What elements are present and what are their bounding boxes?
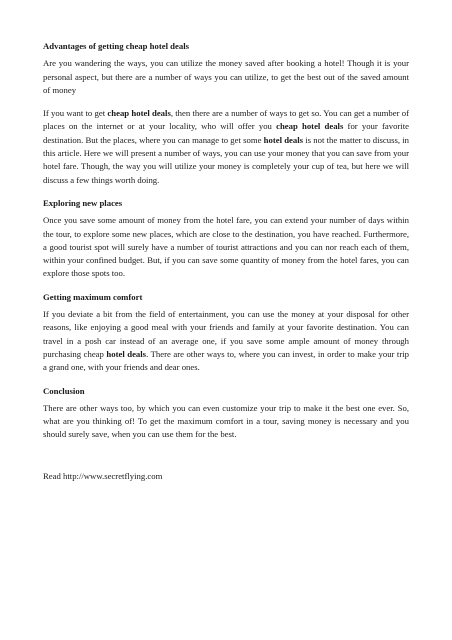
text-run: is not the matter to discuss, in this article. Here we will present a number of ways, you can use your money that you can save from your hotel fare. Though, the way you will utilize your money is completely your cup of tea, but here we will discuss a few things worth doing. <box>43 134 409 185</box>
text-run: , then there are a number of ways to get so. You can get a number of places on the internet or at your locality, who will offer you <box>43 108 409 132</box>
paragraph <box>43 402 409 442</box>
text-run: Are you wandering the ways, you can utilize the money saved after booking a hotel! Though it is your personal aspect, but there are a number of ways you can utilize, to get the best out of the saved amount of money <box>43 58 409 95</box>
paragraph <box>43 214 409 280</box>
bold-keyword: hotel deals <box>263 134 304 145</box>
paragraph <box>43 107 409 187</box>
paragraph <box>43 308 409 374</box>
text-run: Once you save some amount of money from the hotel fare, you can extend your number of days within the tour, to explore some new places, which are close to the destination, you have reached. Furthermore, a good tourist spot will surely have a number of tourist attractions and you can nor reach each of them, within your confined budget. But, if you can save some quantity of money from the hotel fares, you can explore those spots too. <box>43 215 409 279</box>
text-run: for your favorite destination. But the places, where you can manage to get some <box>43 121 409 145</box>
section-heading-conclusion: Conclusion <box>43 385 85 396</box>
text-run: There are other ways too, by which you can even customize your trip to make it the best one ever. So, what are you thinking of! To get the maximum comfort in a tour, saving money is necessary and you should surely save, when you can use them for the best. <box>43 402 409 440</box>
bold-keyword: cheap hotel deals <box>276 121 344 132</box>
section-heading-getting-maximum-comfort: Getting maximum comfort <box>43 291 143 302</box>
blank-spacer <box>43 452 409 470</box>
bold-keyword: hotel deals <box>106 348 147 359</box>
text-run: If you deviate a bit from the field of entertainment, you can use the money at your disposal for other reasons, like enjoying a good meal with your friends and family at your favorite destination. You can travel in a posh car instead of an average one, if you save some ample amount of money through purchasing cheap <box>43 309 409 359</box>
bold-keyword: cheap hotel deals <box>107 108 171 119</box>
text-run: If you want to get <box>43 108 108 119</box>
read-more-line: Read http://www.secretflying.com <box>43 470 163 481</box>
document-body <box>43 40 409 483</box>
paragraph <box>43 57 409 97</box>
text-run: . There are other ways to, where you can invest, in order to make your trip a grand one, with your friends and dear ones. <box>43 348 410 373</box>
section-heading-exploring-new-places: Exploring new places <box>43 197 123 208</box>
section-heading-advantages-of-getting-cheap-hotel-deals: Advantages of getting cheap hotel deals <box>43 41 189 51</box>
